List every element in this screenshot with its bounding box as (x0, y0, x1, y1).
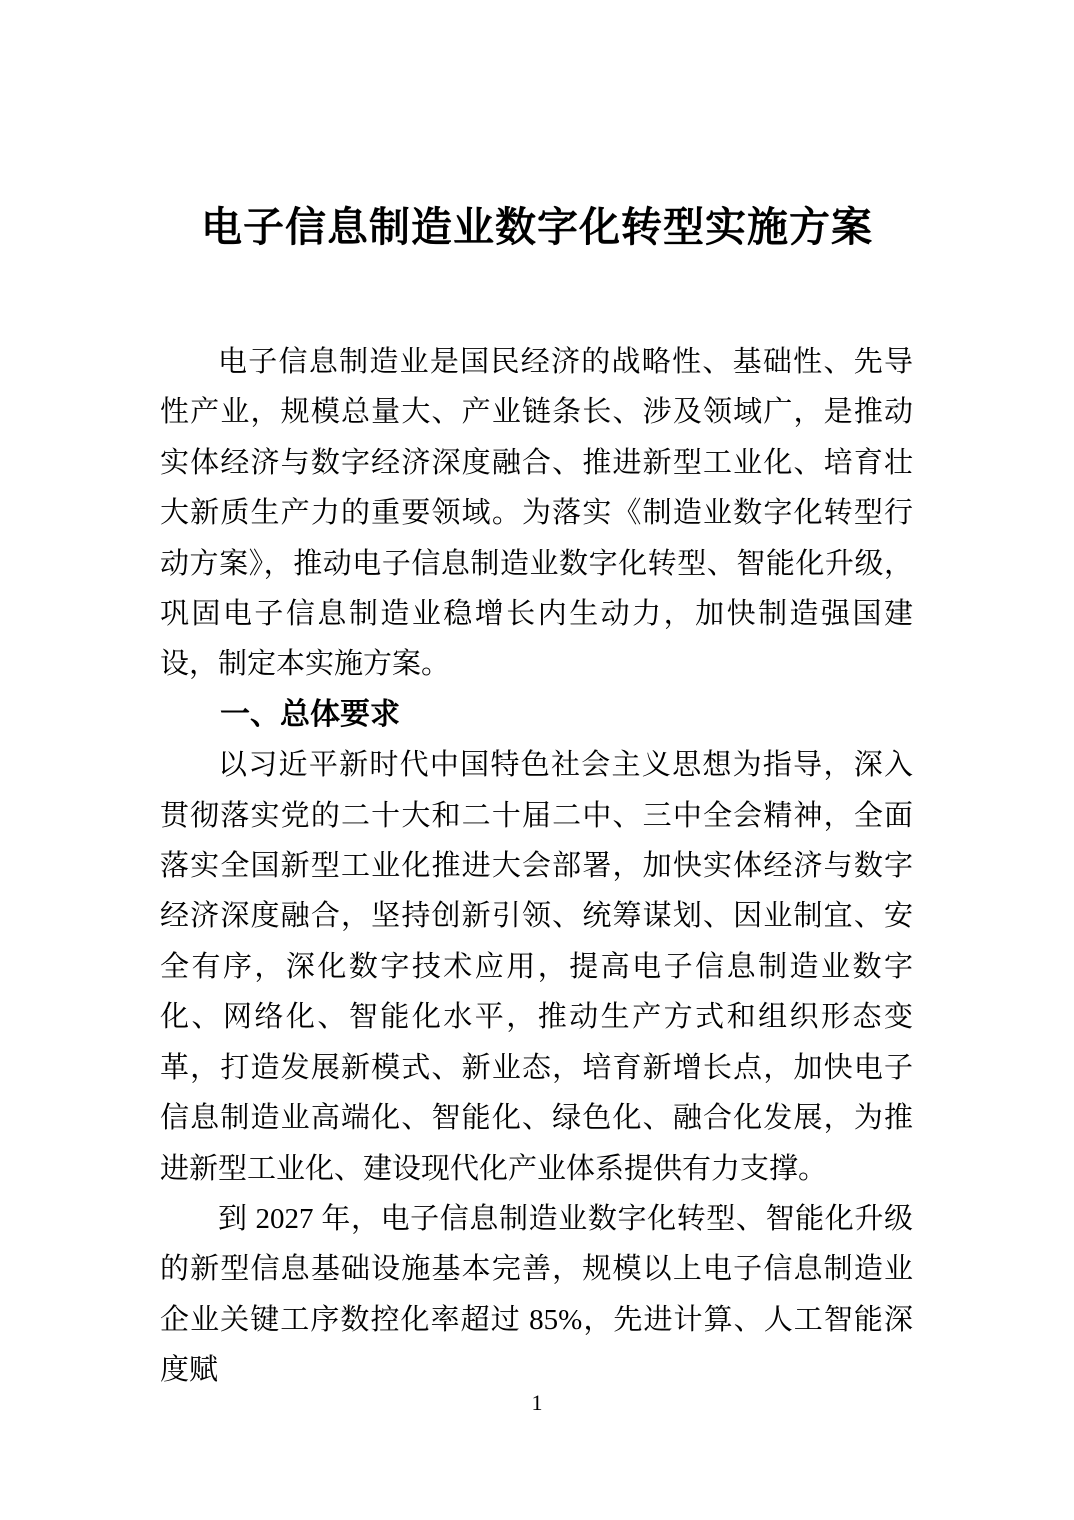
document-body (160, 337, 913, 1396)
paragraph-intro: 电子信息制造业是国民经济的战略性、基础性、先导性产业，规模总量大、产业链条长、涉及领域广，是推动实体经济与数字经济深度融合、推进新型工业化、培育壮大新质生产力的重要领域。为落实《制造业数字化转型行动方案》，推动电子信息制造业数字化转型、智能化升级，巩固电子信息制造业稳增长内生动力，加快制造强国建设，制定本实施方案。 (160, 346, 913, 681)
paragraph-guiding-ideology: 以习近平新时代中国特色社会主义思想为指导，深入贯彻落实党的二十大和二十届二中、三中全会精神，全面落实全国新型工业化推进大会部署，加快实体经济与数字经济深度融合，坚持创新引领、统筹谋划、因业制宜、安全有序，深化数字技术应用，提高电子信息制造业数字化、网络化、智能化水平，推动生产方式和组织形态变革，打造发展新模式、新业态，培育新增长点，加快电子信息制造业高端化、智能化、绿色化、融合化发展，为推进新型工业化、建设现代化产业体系提供有力支撑。 (160, 749, 913, 1185)
section-heading-general-requirements: 一、总体要求 (220, 697, 400, 731)
document-title: 电子信息制造业数字化转型实施方案 (201, 204, 873, 250)
paragraph-2027-goals: 到 2027 年，电子信息制造业数字化转型、智能化升级的新型信息基础设施基本完善，规模以上电子信息制造业企业关键工序数控化率超过 85%，先进计算、人工智能深度赋 (160, 1202, 913, 1387)
page-number: 1 (531, 1390, 543, 1415)
